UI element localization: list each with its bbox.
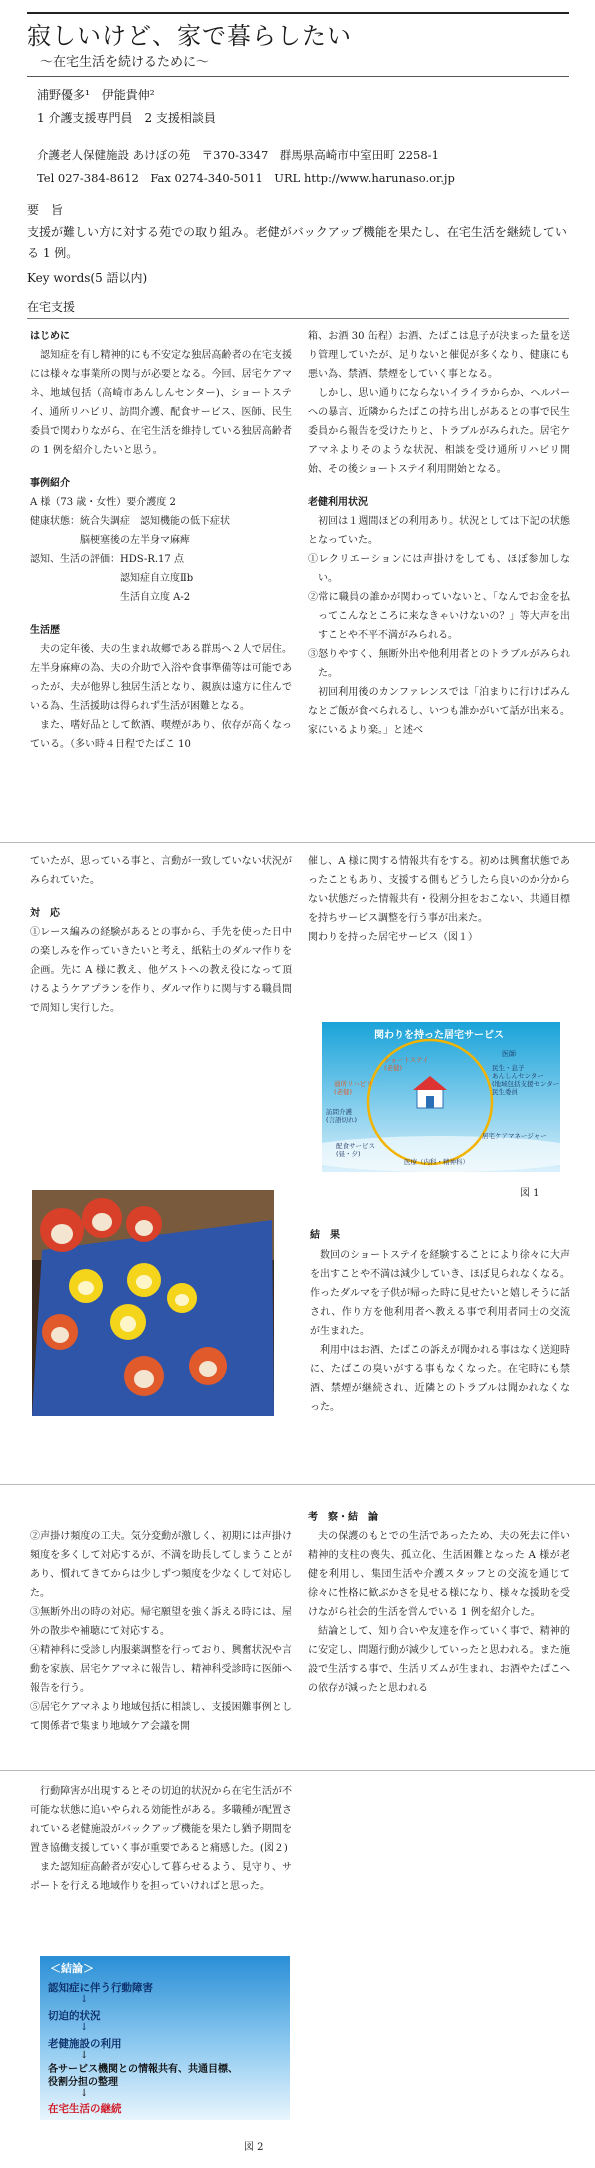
daruma-yellow-4 (110, 1304, 146, 1340)
daruma-red-5 (124, 1356, 164, 1396)
figure-1 (322, 1022, 560, 1172)
daruma-photo-image (32, 1190, 274, 1416)
page-divider-1 (0, 842, 595, 843)
paper-title: 寂しいけど、家で暮らしたい (27, 22, 352, 50)
daruma-yellow-3 (167, 1283, 197, 1313)
section-heading: 対 応 (30, 908, 60, 919)
fig1-label-ishi: 医師 (502, 1050, 516, 1058)
paragraph: ていたが、思っている事と、言動が一致していない状況がみられていた。 (30, 856, 292, 886)
top-rule (27, 12, 569, 14)
section-heading: はじめに (30, 331, 70, 342)
result-heading: 結 果 (310, 1230, 340, 1241)
facility-contact: Tel 027-384-8612 Fax 0274-340-5011 URL http://www.harunaso.or.jp (37, 171, 455, 185)
daruma-yellow-2 (127, 1263, 161, 1297)
title-rule (27, 76, 569, 77)
paragraph: また認知症高齢者が安心して暮らせるよう、見守り、サポートを行える地域作りを担っていければと思った。 (30, 1862, 292, 1892)
paragraph: 初回利用後のカンファレンスでは「泊まりに行けばみんなとご飯が食べられるし、いつも誰かがいて話が出来る。家にいるより楽。」と述べ (308, 687, 570, 736)
daruma-red-6 (189, 1347, 227, 1385)
paragraph: 脳梗塞後の左半身マ麻痺 (30, 535, 190, 546)
abstract-heading: 要 旨 (27, 203, 64, 217)
fig2-header: ＜結論＞ (50, 1962, 94, 1975)
paragraph: 行動障害が出現するとその切迫的状況から在宅生活が不可能な状態に追いやられる効能性がある。多職種が配置されている老健施設がバックアップ機能を果たし猶予期間を置き協働支援していく事が重要であると痛感した。(図２) (30, 1786, 292, 1854)
fig2-step-4: 各サービス機関との情報共有、共通目標、 役割分担の整理 (48, 2064, 238, 2088)
page-divider-2 (0, 1484, 595, 1485)
fig1-label-bottom: 医療（内科・精神科） (404, 1158, 469, 1166)
section2-left-column (30, 852, 292, 1018)
paragraph: 箱、お酒 30 缶程）お酒、たばこは息子が決まった量を送り管理していたが、足りないと催促が多くなり、健康にも悪い為、禁酒、禁煙をしていく事となる。 (308, 331, 570, 380)
fig2-arrow-4: ↓ (80, 2088, 89, 2099)
fig1-label-tsusho: 通所リハビリ(老健) (334, 1080, 373, 1096)
section2-right-column (308, 852, 570, 947)
header-bottom-rule (27, 318, 569, 319)
fig2-arrow-3: ↓ (80, 2050, 89, 2061)
figure-1-title: 関わりを持った居宅サービス (374, 1030, 504, 1041)
paragraph: ①レクリエーションには声掛けをしても、ほぼ参加しない。 (308, 554, 570, 584)
paragraph: 夫の保護のもとでの生活であったため、夫の死去に伴い精神的支柱の喪失、孤立化、生活困難となった A 様が老健を利用し、集団生活や介護スタッフとの交流を通じて徐々に性格に歓ぶかさを見せる様になり、様々な援助を受けながら社会的生活を営んでいる 1 例を紹介した。 (308, 1531, 570, 1618)
spacer (30, 890, 292, 904)
fig1-label-shortstay: ショートステイ(老健) (384, 1056, 429, 1072)
keywords-heading: Key words(5 語以内) (27, 271, 148, 285)
author-roles: 1 介護支援専門員 2 支援相談員 (37, 111, 216, 125)
keywords-text: 在宅支援 (27, 300, 76, 314)
paragraph: ①レース編みの経験があるとの事から、手先を使った日中の楽しみを作っていきたいと考え、紙粘土のダルマ作りを企画。先に A 様に教え、他ゲストへの教え役になって頂けるようケアプランを作り、ダルマ作りに関与する職員間で周知し実行した。 (30, 927, 292, 1014)
result-column (310, 1246, 570, 1417)
fig2-arrow-2: ↓ (80, 2022, 89, 2033)
paragraph: 認知症を有し精神的にも不安定な独居高齢者の在宅支援には様々な事業所の関与が必要となる。今回、居宅ケアマネ、地域包括（高崎市あんしんセンター)、ショートステイ、通所リハビリ、訪問介護、配食サービス、医師、民生委員で関わりながら、在宅生活を維持している独居高齢者の 1 例を紹介したいと思う。 (30, 350, 292, 456)
spacer (30, 607, 292, 621)
fig2-step-1: 認知症に伴う行動障害 (48, 1982, 153, 1994)
fig2-step-5: 在宅生活の継続 (48, 2103, 122, 2115)
fig1-label-houmon: 訪問介護(言語切れ) (326, 1108, 358, 1124)
section1-left-column (30, 327, 292, 754)
paragraph: 認知症自立度Ⅱb (30, 573, 194, 584)
spacer (308, 479, 570, 493)
paragraph: ④精神科に受診し内服薬調整を行っており、興奮状況や言動を家族、居宅ケアマネに報告し、精神科受診時に医師へ報告を行う。 (30, 1645, 292, 1694)
paragraph: 催し、A 様に関する情報共有をする。初めは興奮状態であったこともあり、支援する側もどうしたら良いのか分からない状態だった情報共有・役割分担をおこない、共通目標を持ちサービス調整を行う事が出来た。 (308, 856, 570, 924)
daruma-red-3 (126, 1206, 162, 1242)
paragraph: 夫の定年後、夫の生まれ故郷である群馬へ２人で居住。左半身麻痺の為、夫の介助で入浴や食事準備等は可能であったが、夫が他界し独居生活となり、親族は遠方に住んでいる為、生活援助は得られず生活が困難となる。 (30, 644, 292, 712)
fig2-arrow-1: ↓ (80, 1994, 89, 2005)
paragraph: ②声掛け頻度の工夫。気分変動が激しく、初期には声掛け頻度を多くして対応するが、不満を助長してしまうことがあり、慣れてきてからは少しずつ頻度を少なくして対応した。 (30, 1531, 292, 1599)
section1-right-column (308, 327, 570, 740)
section3-right-column (308, 1508, 570, 1698)
daruma-yellow-1 (69, 1269, 103, 1303)
page-divider-3 (0, 1770, 595, 1771)
daruma-photo (32, 1190, 274, 1416)
section-heading: 生活歴 (30, 625, 60, 636)
section4-left-column (30, 1782, 292, 1896)
daruma-red-4 (42, 1314, 78, 1350)
figure-1-caption: 図 1 (520, 1188, 540, 1199)
fig1-label-minsei: 民生・息子あんしんセンター(地域包括支援センター)民生委員 (492, 1064, 560, 1096)
section-heading: 事例紹介 (30, 478, 70, 489)
figure-2-caption: 図 2 (244, 2142, 264, 2153)
fig2-step-2: 切迫的状況 (48, 2010, 101, 2022)
paragraph: A 様（73 歳・女性）要介護度 2 (30, 497, 176, 508)
daruma-red-1 (40, 1208, 84, 1252)
section-heading: 老健利用状況 (308, 497, 368, 508)
spacer (30, 460, 292, 474)
section-heading: 考 察・結 論 (308, 1512, 378, 1523)
paragraph: 関わりを持った居宅サービス（図１） (308, 932, 478, 943)
paragraph: ②常に職員の誰かが関わっていないと、「なんでお金を払ってこんなところに来なきゃいけないの？」等大声を出すことや不平不満がみられる。 (308, 592, 570, 641)
figure-2 (40, 1956, 290, 2120)
paragraph: 初回は１週間ほどの利用あり。状況としては下記の状態となっていた。 (308, 516, 570, 546)
fig1-label-kyotaku: 居宅ケアマネージャー (482, 1132, 547, 1140)
fig1-label-haishoku: 配食サービス(昼・夕) (336, 1142, 375, 1158)
paragraph: しかし、思い通りにならないイライラからか、ヘルパーへの暴言、近隣からたばこの持ち出しがあるとの事で民生委員から報告を受けたりと、トラブルがみられた。居宅ケアマネよりそのような状況、相談を受け通所リハビリ開始、その後ショートステイ利用開始となる。 (308, 388, 570, 475)
authors: 浦野優多¹ 伊能貴伸² (37, 88, 155, 102)
abstract-text: 支援が難しい方に対する苑での取り組み。老健がバックアップ機能を果たし、在宅生活を継続している 1 例。 (27, 225, 567, 260)
paragraph: また、嗜好品として飲酒、喫煙があり、依存が高くなっている。（多い時４日程でたばこ 10 (30, 720, 292, 750)
section3-left-column (30, 1527, 292, 1736)
daruma-red-2 (82, 1198, 122, 1238)
fig2-step-3: 老健施設の利用 (48, 2038, 122, 2050)
paper-subtitle: ～在宅生活を続けるために～ (40, 55, 210, 70)
paragraph: 利用中はお酒、たばこの訴えが聞かれる事はなく送迎時に、たばこの臭いがする事もなくなった。在宅時にも禁酒、禁煙が継続され、近隣とのトラブルは聞かれなくなった。 (310, 1345, 570, 1413)
figure-1-diagram (322, 1022, 560, 1172)
paragraph: 結論として、知り合いや友達を作っていく事で、精神的に安定し、問題行動が減少していったと思われる。また施設で生活する事で、生活リズムが生まれ、お酒やたばこへの依存が減ったと思われる (308, 1626, 570, 1694)
paragraph: ③怒りやすく、無断外出や他利用者とのトラブルがみられた。 (308, 649, 570, 679)
facility-address: 介護老人保健施設 あけぼの苑 〒370-3347 群馬県高崎市中室田町 2258-1 (37, 148, 439, 162)
paragraph: 認知、生活の評価：HDS-R.17 点 (30, 554, 184, 565)
paragraph: 数回のショートステイを経験することにより徐々に大声を出すことや不満は減少していき、ほぼ見られなくなる。作ったダルマを子供が帰った時に見せたいと嬉しそうに話され、作り方を他利用者へ教える事で利用者同士の交流が生まれた。 (310, 1250, 570, 1337)
paragraph: ③無断外出の時の対応。帰宅願望を強く訴える時には、屋外の散歩や補聴にて対応する。 (30, 1607, 292, 1637)
paragraph: 健康状態：統合失調症 認知機能の低下症状 (30, 516, 230, 527)
paragraph: ⑤居宅ケアマネより地域包括に相談し、支援困難事例として関係者で集まり地域ケア会議を開 (30, 1702, 292, 1732)
paragraph: 生活自立度 A-2 (30, 592, 191, 603)
